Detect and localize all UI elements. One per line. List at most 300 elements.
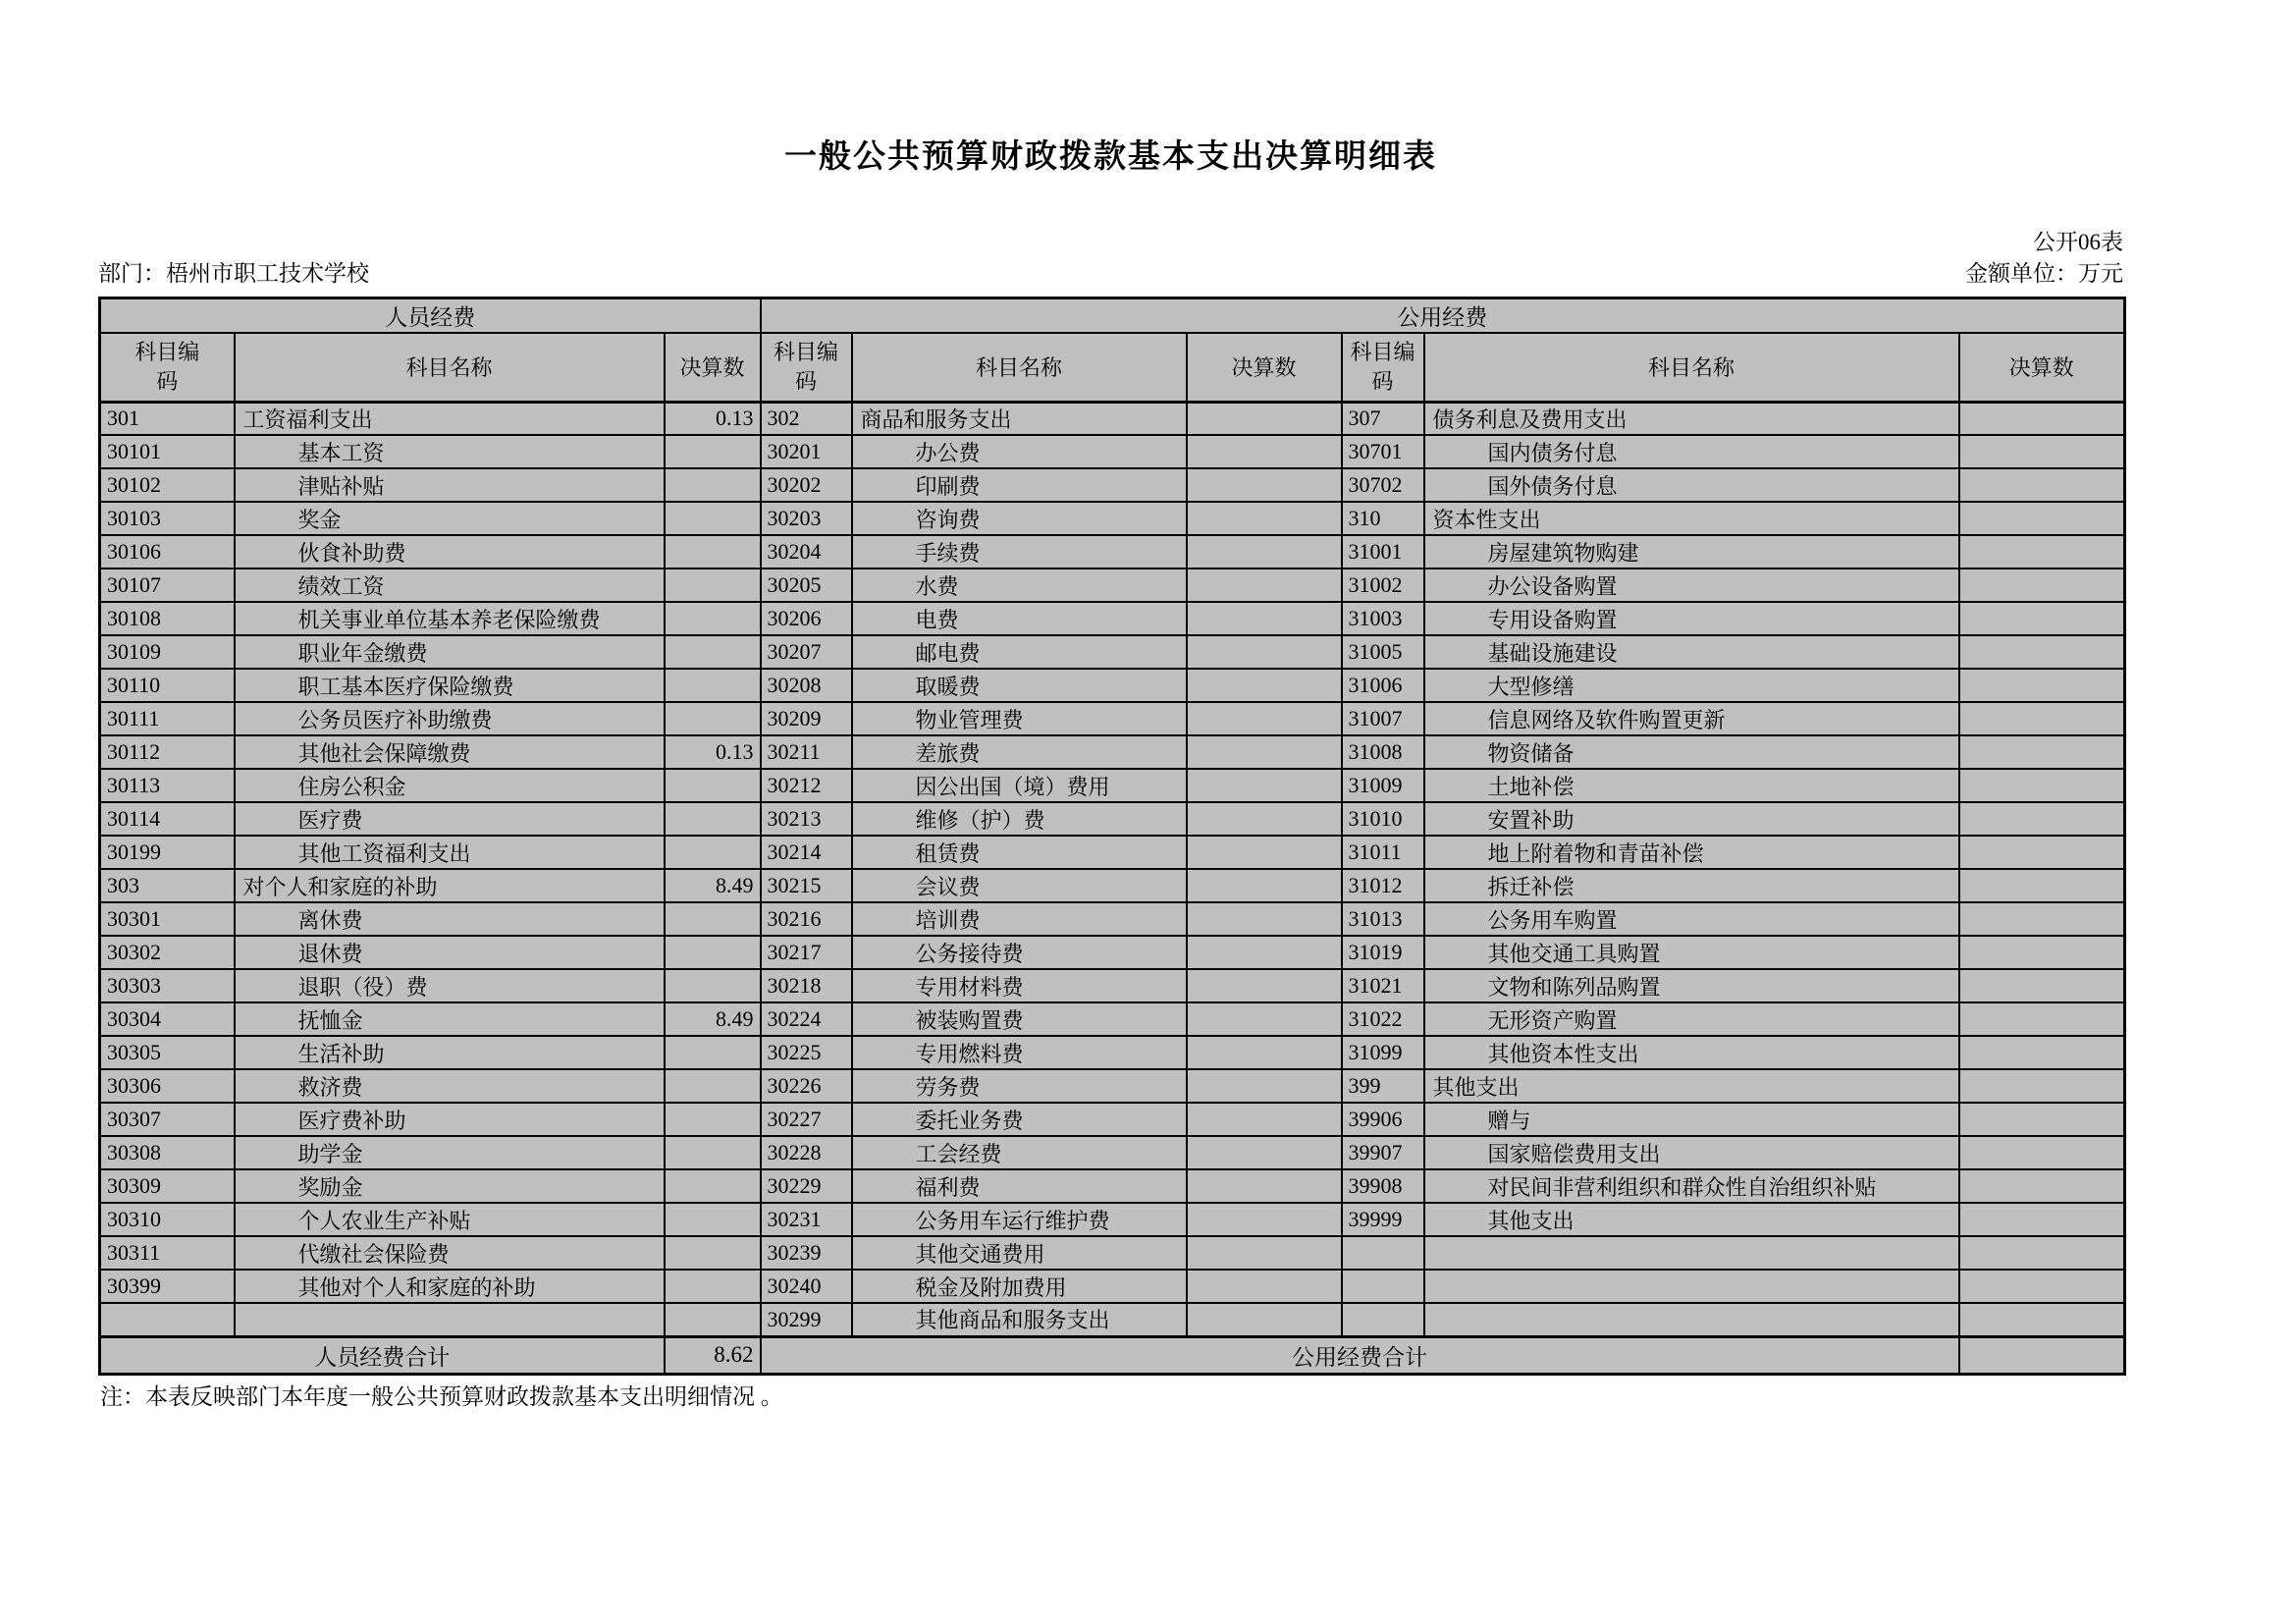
personnel-subject-code: 30101: [100, 435, 235, 468]
personnel-amount-value: [665, 602, 761, 635]
personnel-subject-name: 代缴社会保险费: [235, 1236, 665, 1270]
personnel-subject-code: 301: [100, 402, 235, 435]
table-row: [100, 1236, 2125, 1270]
public-total-label: 公用经费合计: [761, 1336, 1959, 1374]
personnel-amount-value: 0.13: [665, 735, 761, 769]
public-a-subject-code: 30239: [761, 1236, 852, 1270]
unit-label: 金额单位：万元: [1965, 261, 2123, 286]
personnel-subject-name: 其他工资福利支出: [235, 836, 665, 869]
public-b-subject-code: [1342, 1236, 1424, 1270]
public-a-subject-code: 30212: [761, 769, 852, 802]
public-a-subject-name: 印刷费: [852, 468, 1187, 502]
budget-table: [98, 297, 2126, 1376]
public-a-subject-name: 因公出国（境）费用: [852, 769, 1187, 802]
personnel-subject-code: 30107: [100, 568, 235, 602]
public-a-amount-value: [1187, 769, 1342, 802]
public-a-subject-name: 委托业务费: [852, 1103, 1187, 1136]
public-b-subject-name: [1424, 1236, 1959, 1270]
public-b-subject-name: 信息网络及软件购置更新: [1424, 702, 1959, 735]
personnel-subject-code: 30399: [100, 1270, 235, 1303]
table-row: [100, 602, 2125, 635]
public-b-subject-name: 国内债务付息: [1424, 435, 1959, 468]
personnel-subject-name: [235, 1303, 665, 1336]
table-row: [100, 702, 2125, 735]
table-row: [100, 802, 2125, 836]
public-a-subject-name: 租赁费: [852, 836, 1187, 869]
public-b-subject-code: 31009: [1342, 769, 1424, 802]
public-b-subject-name: 其他支出: [1424, 1069, 1959, 1103]
public-a-amount-value: [1187, 902, 1342, 936]
personnel-subject-code: 30304: [100, 1002, 235, 1036]
public-b-subject-name: 文物和陈列品购置: [1424, 969, 1959, 1002]
personnel-subject-name: 职业年金缴费: [235, 635, 665, 669]
public-a-amount-value: [1187, 602, 1342, 635]
table-row: [100, 1069, 2125, 1103]
public-a-amount-value: [1187, 635, 1342, 669]
public-a-amount-value: [1187, 568, 1342, 602]
public-a-subject-code: 30224: [761, 1002, 852, 1036]
personnel-amount-value: 8.49: [665, 869, 761, 902]
public-a-subject-name: 办公费: [852, 435, 1187, 468]
public-a-amount-value: [1187, 1270, 1342, 1303]
public-b-subject-name: 国家赔偿费用支出: [1424, 1136, 1959, 1169]
public-a-subject-name: 商品和服务支出: [852, 402, 1187, 435]
public-b-amount-value: [1959, 468, 2125, 502]
personnel-amount-value: [665, 568, 761, 602]
public-b-subject-name: 土地补偿: [1424, 769, 1959, 802]
table-row: [100, 769, 2125, 802]
public-b-subject-name: [1424, 1303, 1959, 1336]
public-b-subject-code: 31099: [1342, 1036, 1424, 1069]
personnel-subject-name: 奖励金: [235, 1169, 665, 1203]
personnel-amount-value: [665, 468, 761, 502]
table-row: [100, 1036, 2125, 1069]
personnel-subject-code: 30303: [100, 969, 235, 1002]
public-b-subject-code: 31012: [1342, 869, 1424, 902]
public-a-subject-code: 30217: [761, 936, 852, 969]
public-a-subject-name: 邮电费: [852, 635, 1187, 669]
public-b-amount-value: [1959, 1169, 2125, 1203]
public-a-subject-code: 30299: [761, 1303, 852, 1336]
public-a-amount-value: [1187, 1303, 1342, 1336]
public-a-subject-code: 30202: [761, 468, 852, 502]
public-b-amount-value: [1959, 1303, 2125, 1336]
public-b-subject-code: 31002: [1342, 568, 1424, 602]
department-label: 部门：梧州市职工技术学校: [98, 261, 369, 286]
table-row: [100, 468, 2125, 502]
public-b-subject-name: 其他资本性支出: [1424, 1036, 1959, 1069]
public-a-subject-code: 30207: [761, 635, 852, 669]
public-b-subject-name: [1424, 1270, 1959, 1303]
footnote: 注：本表反映部门本年度一般公共预算财政拨款基本支出明细情况 。: [100, 1384, 783, 1409]
public-b-amount-value: [1959, 1036, 2125, 1069]
personnel-subject-name: 对个人和家庭的补助: [235, 869, 665, 902]
public-a-subject-name: 维修（护）费: [852, 802, 1187, 836]
personnel-subject-code: [100, 1303, 235, 1336]
personnel-subject-name: 伙食补助费: [235, 535, 665, 568]
personnel-subject-name: 医疗费: [235, 802, 665, 836]
public-b-subject-code: [1342, 1270, 1424, 1303]
public-b-subject-name: 其他支出: [1424, 1203, 1959, 1236]
public-b-amount-value: [1959, 1203, 2125, 1236]
personnel-subject-name: 公务员医疗补助缴费: [235, 702, 665, 735]
public-a-amount-value: [1187, 836, 1342, 869]
public-b-amount-value: [1959, 402, 2125, 435]
form-number: 公开06表: [2033, 230, 2123, 254]
public-a-subject-code: 30228: [761, 1136, 852, 1169]
public-b-subject-code: 39906: [1342, 1103, 1424, 1136]
total-row: [100, 1336, 2125, 1374]
public-b-subject-code: 31006: [1342, 669, 1424, 702]
public-b-subject-name: 对民间非营利组织和群众性自治组织补贴: [1424, 1169, 1959, 1203]
public-a-amount-value: [1187, 1036, 1342, 1069]
personnel-subject-code: 30311: [100, 1236, 235, 1270]
public-b-amount-column-header: 决算数: [1959, 333, 2125, 402]
public-b-amount-value: [1959, 568, 2125, 602]
personnel-subject-code: 30108: [100, 602, 235, 635]
public-b-subject-code: 30701: [1342, 435, 1424, 468]
personnel-subject-code: 30114: [100, 802, 235, 836]
personnel-amount-value: [665, 902, 761, 936]
public-a-subject-name: 会议费: [852, 869, 1187, 902]
personnel-subject-code: 30113: [100, 769, 235, 802]
personnel-subject-name: 生活补助: [235, 1036, 665, 1069]
public-a-subject-code: 30226: [761, 1069, 852, 1103]
personnel-amount-value: [665, 1036, 761, 1069]
public-a-amount-value: [1187, 1236, 1342, 1270]
personnel-subject-code: 30111: [100, 702, 235, 735]
public-b-subject-name: 无形资产购置: [1424, 1002, 1959, 1036]
table-row: [100, 1169, 2125, 1203]
personnel-subject-name: 住房公积金: [235, 769, 665, 802]
table-row: [100, 902, 2125, 936]
public-a-subject-code: 30206: [761, 602, 852, 635]
public-b-subject-name: 国外债务付息: [1424, 468, 1959, 502]
personnel-subject-name: 其他对个人和家庭的补助: [235, 1270, 665, 1303]
personnel-total-label: 人员经费合计: [100, 1336, 665, 1374]
page-title: 一般公共预算财政拨款基本支出决算明细表: [784, 139, 1437, 175]
code-header-label: 科目编码: [1350, 340, 1415, 394]
public-b-subject-code: 31011: [1342, 836, 1424, 869]
public-b-subject-code: 39999: [1342, 1203, 1424, 1236]
public-b-subject-name: 安置补助: [1424, 802, 1959, 836]
public-a-subject-name: 取暖费: [852, 669, 1187, 702]
public-b-amount-value: [1959, 602, 2125, 635]
public-b-subject-name: 资本性支出: [1424, 502, 1959, 535]
personnel-subject-name: 绩效工资: [235, 568, 665, 602]
public-a-amount-value: [1187, 1169, 1342, 1203]
table-row: [100, 502, 2125, 535]
personnel-amount-value: [665, 1270, 761, 1303]
public-a-subject-code: 30201: [761, 435, 852, 468]
personnel-subject-code: 30305: [100, 1036, 235, 1069]
personnel-subject-code: 30103: [100, 502, 235, 535]
public-b-subject-code: 31013: [1342, 902, 1424, 936]
public-a-amount-column-header: 决算数: [1187, 333, 1342, 402]
public-a-subject-code: 30203: [761, 502, 852, 535]
public-b-amount-value: [1959, 1236, 2125, 1270]
personnel-amount-value: [665, 535, 761, 568]
public-total-amount: [1959, 1336, 2125, 1374]
personnel-amount-value: 0.13: [665, 402, 761, 435]
personnel-subject-name: 助学金: [235, 1136, 665, 1169]
public-a-subject-name: 专用材料费: [852, 969, 1187, 1002]
public-b-subject-code: 31008: [1342, 735, 1424, 769]
public-a-amount-value: [1187, 1002, 1342, 1036]
public-a-amount-value: [1187, 1136, 1342, 1169]
table-row: [100, 535, 2125, 568]
public-b-amount-value: [1959, 1002, 2125, 1036]
personnel-subject-name: 离休费: [235, 902, 665, 936]
public-b-subject-code: 31003: [1342, 602, 1424, 635]
public-a-amount-value: [1187, 435, 1342, 468]
public-a-subject-name: 咨询费: [852, 502, 1187, 535]
public-a-code-column-header: [761, 333, 852, 402]
public-b-subject-code: 31005: [1342, 635, 1424, 669]
personnel-subject-name: 医疗费补助: [235, 1103, 665, 1136]
public-a-subject-name: 培训费: [852, 902, 1187, 936]
personnel-subject-name: 职工基本医疗保险缴费: [235, 669, 665, 702]
public-b-amount-value: [1959, 769, 2125, 802]
personnel-subject-name: 个人农业生产补贴: [235, 1203, 665, 1236]
public-b-name-column-header: 科目名称: [1424, 333, 1959, 402]
personnel-amount-value: [665, 1203, 761, 1236]
public-b-subject-name: 债务利息及费用支出: [1424, 402, 1959, 435]
public-a-amount-value: [1187, 1103, 1342, 1136]
public-a-subject-code: 30205: [761, 568, 852, 602]
table-row: [100, 936, 2125, 969]
public-a-subject-name: 其他商品和服务支出: [852, 1303, 1187, 1336]
personnel-subject-name: 退职（役）费: [235, 969, 665, 1002]
public-a-amount-value: [1187, 936, 1342, 969]
public-b-subject-name: 地上附着物和青苗补偿: [1424, 836, 1959, 869]
public-a-subject-code: 302: [761, 402, 852, 435]
public-b-subject-name: 赠与: [1424, 1103, 1959, 1136]
public-a-amount-value: [1187, 669, 1342, 702]
public-b-subject-code: 39907: [1342, 1136, 1424, 1169]
personnel-subject-code: 30302: [100, 936, 235, 969]
personnel-subject-name: 津贴补贴: [235, 468, 665, 502]
public-b-amount-value: [1959, 1136, 2125, 1169]
public-b-subject-code: [1342, 1303, 1424, 1336]
public-a-subject-code: 30209: [761, 702, 852, 735]
table-row: [100, 635, 2125, 669]
personnel-amount-value: [665, 936, 761, 969]
public-b-subject-code: 31022: [1342, 1002, 1424, 1036]
public-b-subject-name: 专用设备购置: [1424, 602, 1959, 635]
table-row: [100, 869, 2125, 902]
public-a-amount-value: [1187, 1203, 1342, 1236]
public-b-subject-name: 基础设施建设: [1424, 635, 1959, 669]
public-b-amount-value: [1959, 936, 2125, 969]
table-row: [100, 1270, 2125, 1303]
public-b-amount-value: [1959, 802, 2125, 836]
personnel-total-amount: 8.62: [665, 1336, 761, 1374]
public-a-subject-name: 手续费: [852, 535, 1187, 568]
public-a-amount-value: [1187, 702, 1342, 735]
public-a-subject-name: 工会经费: [852, 1136, 1187, 1169]
public-b-amount-value: [1959, 635, 2125, 669]
public-a-subject-name: 水费: [852, 568, 1187, 602]
personnel-subject-code: 30110: [100, 669, 235, 702]
table-row: [100, 435, 2125, 468]
personnel-amount-value: [665, 969, 761, 1002]
personnel-subject-name: 机关事业单位基本养老保险缴费: [235, 602, 665, 635]
personnel-subject-code: 30310: [100, 1203, 235, 1236]
table-row: [100, 568, 2125, 602]
personnel-subject-code: 30109: [100, 635, 235, 669]
public-b-amount-value: [1959, 535, 2125, 568]
public-b-amount-value: [1959, 969, 2125, 1002]
public-b-amount-value: [1959, 702, 2125, 735]
code-header-label: 科目编码: [134, 340, 200, 394]
public-a-subject-code: 30214: [761, 836, 852, 869]
personnel-amount-value: [665, 702, 761, 735]
personnel-group-header: 人员经费: [100, 298, 761, 334]
personnel-name-column-header: 科目名称: [235, 333, 665, 402]
personnel-subject-code: 30112: [100, 735, 235, 769]
public-a-subject-code: 30215: [761, 869, 852, 902]
personnel-subject-name: 退休费: [235, 936, 665, 969]
personnel-amount-value: [665, 1236, 761, 1270]
personnel-subject-name: 其他社会保障缴费: [235, 735, 665, 769]
public-b-subject-code: 31019: [1342, 936, 1424, 969]
personnel-amount-value: [665, 1169, 761, 1203]
public-a-amount-value: [1187, 1069, 1342, 1103]
personnel-amount-value: [665, 836, 761, 869]
table-row: [100, 1136, 2125, 1169]
personnel-subject-code: 30199: [100, 836, 235, 869]
table-row: [100, 669, 2125, 702]
personnel-amount-value: [665, 769, 761, 802]
table-row: [100, 1203, 2125, 1236]
public-a-amount-value: [1187, 869, 1342, 902]
public-b-subject-name: 公务用车购置: [1424, 902, 1959, 936]
public-a-subject-code: 30240: [761, 1270, 852, 1303]
personnel-subject-code: 30102: [100, 468, 235, 502]
personnel-amount-value: [665, 635, 761, 669]
public-b-amount-value: [1959, 1270, 2125, 1303]
public-a-subject-name: 公务接待费: [852, 936, 1187, 969]
public-b-subject-code: 310: [1342, 502, 1424, 535]
public-b-subject-name: 拆迁补偿: [1424, 869, 1959, 902]
public-b-amount-value: [1959, 435, 2125, 468]
public-b-code-column-header: [1342, 333, 1424, 402]
table-row: [100, 1103, 2125, 1136]
public-b-subject-name: 办公设备购置: [1424, 568, 1959, 602]
public-b-amount-value: [1959, 735, 2125, 769]
public-group-header: 公用经费: [761, 298, 2125, 334]
column-header-row: [100, 333, 2125, 402]
public-b-subject-code: 31001: [1342, 535, 1424, 568]
personnel-subject-code: 303: [100, 869, 235, 902]
meta-line: [98, 255, 2123, 288]
public-b-subject-code: 399: [1342, 1069, 1424, 1103]
public-a-subject-name: 劳务费: [852, 1069, 1187, 1103]
public-b-subject-code: 31007: [1342, 702, 1424, 735]
table-row: [100, 836, 2125, 869]
public-a-subject-name: 差旅费: [852, 735, 1187, 769]
personnel-subject-name: 工资福利支出: [235, 402, 665, 435]
public-b-amount-value: [1959, 669, 2125, 702]
personnel-amount-value: [665, 502, 761, 535]
public-a-subject-name: 公务用车运行维护费: [852, 1203, 1187, 1236]
public-b-amount-value: [1959, 502, 2125, 535]
public-a-amount-value: [1187, 735, 1342, 769]
table-row: [100, 1002, 2125, 1036]
public-a-amount-value: [1187, 402, 1342, 435]
personnel-subject-code: 30309: [100, 1169, 235, 1203]
personnel-amount-value: [665, 435, 761, 468]
public-b-subject-name: 物资储备: [1424, 735, 1959, 769]
public-a-subject-code: 30213: [761, 802, 852, 836]
personnel-amount-value: [665, 1103, 761, 1136]
personnel-amount-column-header: 决算数: [665, 333, 761, 402]
public-b-subject-name: 其他交通工具购置: [1424, 936, 1959, 969]
public-a-amount-value: [1187, 468, 1342, 502]
public-a-subject-name: 专用燃料费: [852, 1036, 1187, 1069]
public-a-subject-code: 30229: [761, 1169, 852, 1203]
public-a-amount-value: [1187, 502, 1342, 535]
public-b-amount-value: [1959, 1103, 2125, 1136]
personnel-subject-code: 30106: [100, 535, 235, 568]
public-b-subject-code: 39908: [1342, 1169, 1424, 1203]
public-a-amount-value: [1187, 802, 1342, 836]
public-b-subject-code: 31010: [1342, 802, 1424, 836]
public-a-subject-name: 福利费: [852, 1169, 1187, 1203]
personnel-subject-name: 基本工资: [235, 435, 665, 468]
personnel-amount-value: [665, 1136, 761, 1169]
public-b-subject-code: 30702: [1342, 468, 1424, 502]
public-a-amount-value: [1187, 535, 1342, 568]
personnel-subject-name: 救济费: [235, 1069, 665, 1103]
public-a-name-column-header: 科目名称: [852, 333, 1187, 402]
public-a-amount-value: [1187, 969, 1342, 1002]
public-b-subject-code: 31021: [1342, 969, 1424, 1002]
public-b-amount-value: [1959, 836, 2125, 869]
public-a-subject-code: 30227: [761, 1103, 852, 1136]
public-a-subject-name: 物业管理费: [852, 702, 1187, 735]
personnel-amount-value: [665, 1069, 761, 1103]
table-body: [100, 402, 2125, 1336]
personnel-code-column-header: [100, 333, 235, 402]
public-b-subject-code: 307: [1342, 402, 1424, 435]
public-a-subject-code: 30218: [761, 969, 852, 1002]
personnel-amount-value: [665, 1303, 761, 1336]
public-b-amount-value: [1959, 902, 2125, 936]
personnel-subject-name: 抚恤金: [235, 1002, 665, 1036]
public-b-subject-name: 大型修缮: [1424, 669, 1959, 702]
personnel-amount-value: [665, 802, 761, 836]
personnel-subject-code: 30308: [100, 1136, 235, 1169]
table-row: [100, 969, 2125, 1002]
public-a-subject-code: 30208: [761, 669, 852, 702]
personnel-subject-code: 30306: [100, 1069, 235, 1103]
table-row: [100, 402, 2125, 435]
personnel-subject-code: 30301: [100, 902, 235, 936]
personnel-amount-value: 8.49: [665, 1002, 761, 1036]
public-b-amount-value: [1959, 1069, 2125, 1103]
group-header-row: [100, 298, 2125, 334]
public-a-subject-code: 30204: [761, 535, 852, 568]
public-a-subject-code: 30211: [761, 735, 852, 769]
public-b-subject-name: 房屋建筑物购建: [1424, 535, 1959, 568]
public-a-subject-code: 30231: [761, 1203, 852, 1236]
public-a-subject-name: 被装购置费: [852, 1002, 1187, 1036]
table-row: [100, 1303, 2125, 1336]
public-b-amount-value: [1959, 869, 2125, 902]
table-row: [100, 735, 2125, 769]
